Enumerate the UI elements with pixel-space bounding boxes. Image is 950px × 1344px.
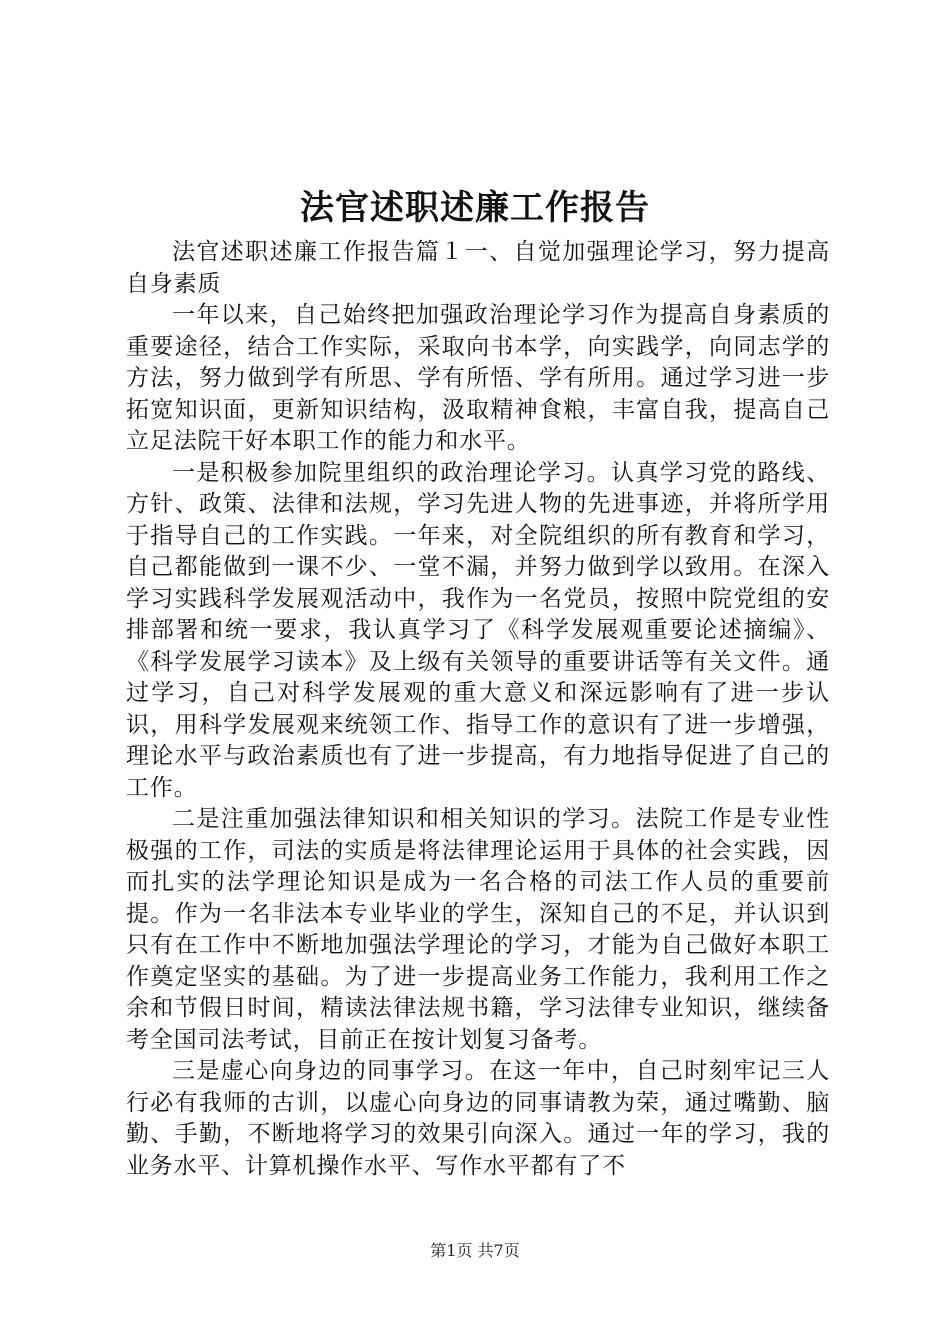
paragraph: 法官述职述廉工作报告篇１一、自觉加强理论学习，努力提高自身素质 xyxy=(126,239,830,297)
paragraph: 一是积极参加院里组织的政治理论学习。认真学习党的路线、方针、政策、法律和法规，学习先进人物的先进事迹，并将所学用于指导自己的工作实践。一年来，对全院组织的所有教育和学习，自己都能做到一课不少、一堂不漏，并努力做到学以致用。在深入学习实践科学发展观活动中，我作为一名党员，按照中院党组的安排部署和统一要求，我认真学习了《科学发展观重要论述摘编》、《科学发展学习读本》及上级有关领导的重要讲话等有关文件。通过学习，自己对科学发展观的重大意义和深远影响有了进一步认识，用科学发展观来统领工作、指导工作的意识有了进一步增强，理论水平与政治素质也有了进一步提高，有力地指导促进了自己的工作。 xyxy=(126,459,830,801)
document-body xyxy=(126,237,830,1182)
paragraph: 三是虚心向身边的同事学习。在这一年中，自己时刻牢记三人行必有我师的古训，以虚心向身边的同事请教为荣，通过嘴勤、脑勤、手勤，不断地将学习的效果引向深入。通过一年的学习，我的业务水平、计算机操作水平、写作水平都有了不 xyxy=(126,1058,830,1179)
paragraph: 一年以来，自己始终把加强政治理论学习作为提高自身素质的重要途径，结合工作实际，采取向书本学，向实践学，向同志学的方法，努力做到学有所思、学有所悟、学有所用。通过学习进一步拓宽知识面，更新知识结构，汲取精神食粮，丰富自我，提高自己立足法院干好本职工作的能力和水平。 xyxy=(126,302,830,454)
page-footer: 第1页 共7页 xyxy=(430,1241,520,1260)
document-title: 法官述职述廉工作报告 xyxy=(300,188,650,228)
paragraph: 二是注重加强法律知识和相关知识的学习。法院工作是专业性极强的工作，司法的实质是将法律理论运用于具体的社会实践，因而扎实的法学理论知识是成为一名合格的司法工作人员的重要前提。作为一名非法本专业毕业的学生，深知自己的不足，并认识到只有在工作中不断地加强法学理论的学习，才能为自己做好本职工作奠定坚实的基础。为了进一步提高业务工作能力，我利用工作之余和节假日时间，精读法律法规书籍，学习法律专业知识，继续备考全国司法考试，目前正在按计划复习备考。 xyxy=(126,806,830,1053)
